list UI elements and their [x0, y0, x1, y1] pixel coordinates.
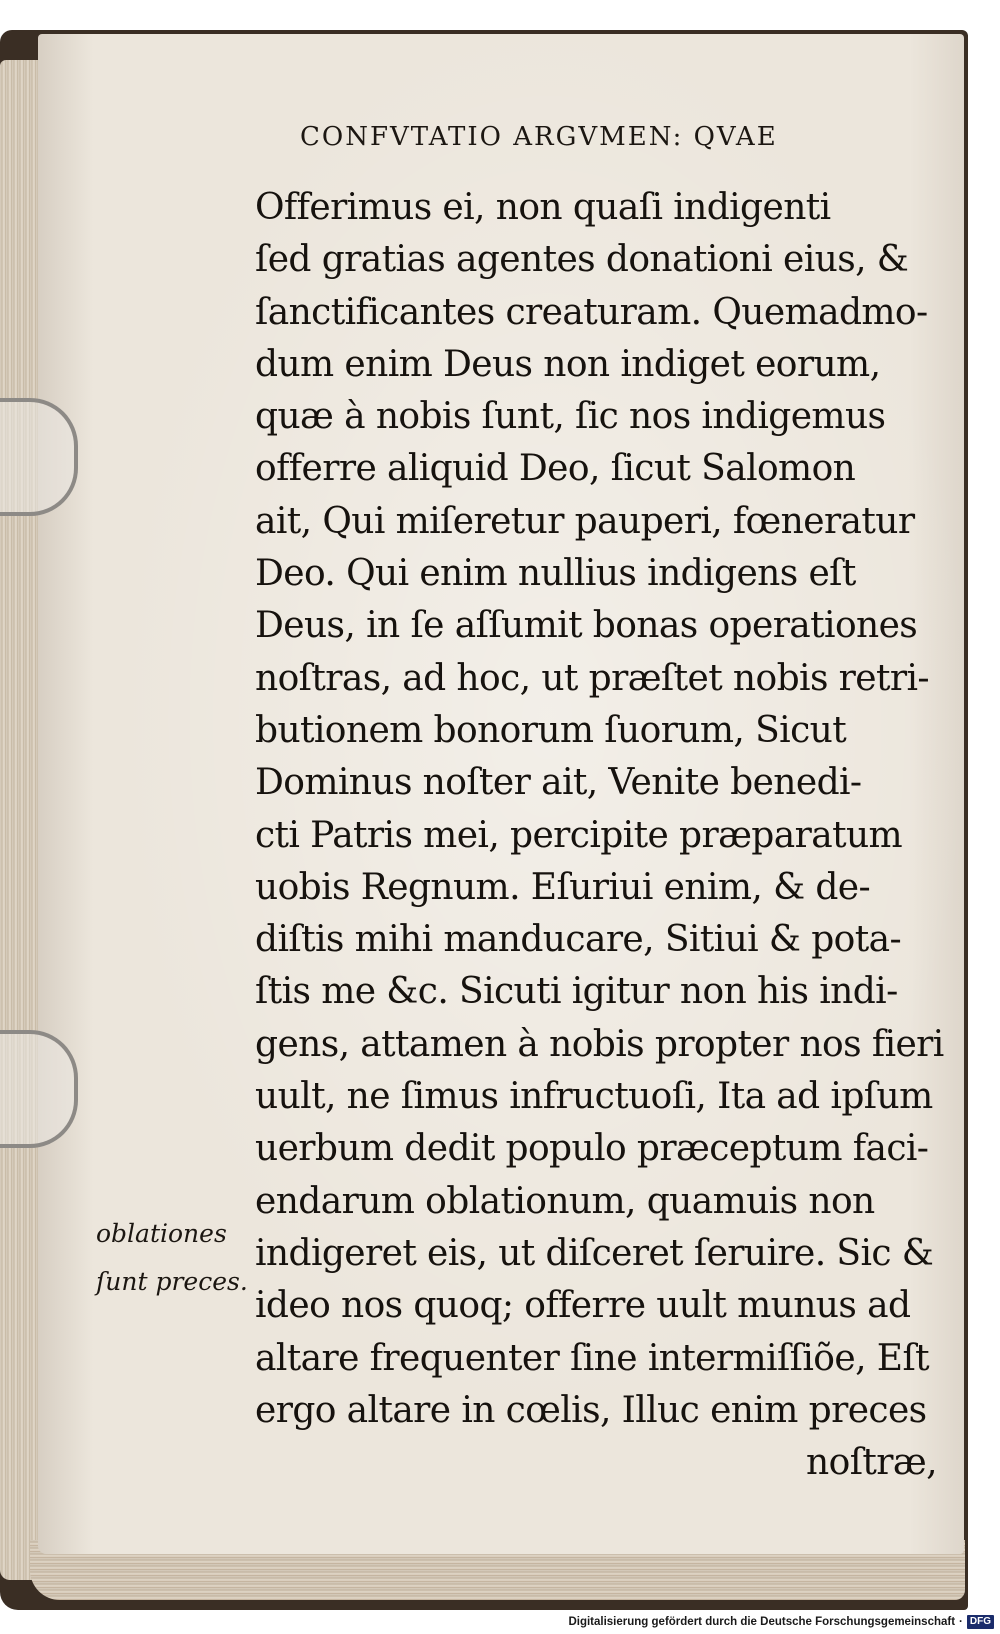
text-line: ideo nos quoq; offerre uult munus ad [255, 1285, 911, 1327]
text-line: Deo. Qui enim nullius indigens eſt [255, 553, 856, 595]
text-line: indigeret eis, ut diſceret ſeruire. Sic & [255, 1232, 934, 1274]
text-line: uult, ne ſimus infructuoſi, Ita ad ipſum [255, 1076, 933, 1118]
text-line: noſtras, ad hoc, ut præſtet nobis retri- [255, 657, 929, 699]
footer-separator: · [959, 1616, 963, 1628]
marginal-note [96, 1210, 256, 1306]
text-line: offerre aliquid Deo, ſicut Salomon [255, 448, 856, 490]
text-line: ergo altare in cœlis, Illuc enim preces [255, 1389, 927, 1431]
text-line: endarum oblationum, quamuis non [255, 1180, 875, 1222]
text-line: ſanctificantes creaturam. Quemadmo- [255, 291, 928, 333]
text-line: ſed gratias agentes donationi eius, & [255, 239, 909, 281]
running-head: CONFVTATIO ARGVMEN: QVAE [300, 122, 778, 152]
text-line: altare frequenter ſine intermiſſiõe, Eſt [255, 1337, 930, 1379]
text-line: ait, Qui miſeretur pauperi, fœneratur [255, 500, 915, 542]
text-line: uerbum dedit populo præceptum faci- [255, 1128, 929, 1170]
marginal-note-line: oblationes [96, 1219, 227, 1248]
catchword: noſtræ, [806, 1442, 937, 1484]
text-line: ſtis me &c. Sicuti igitur non his indi- [255, 971, 898, 1013]
text-line: Deus, in ſe aſſumit bonas operationes [255, 605, 918, 647]
page-clip-upper [0, 398, 78, 516]
text-line: cti Patris mei, percipite præparatum [255, 814, 903, 856]
footer [568, 1610, 1000, 1634]
text-line: uobis Regnum. Eſuriui enim, & de- [255, 866, 871, 908]
text-line: dum enim Deus non indiget eorum, [255, 343, 881, 385]
page-clip-lower [0, 1030, 78, 1148]
text-line: gens, attamen à nobis propter nos fieri [255, 1023, 944, 1065]
text-line: Offerimus ei, non quaſi indigenti [255, 187, 831, 228]
footer-credit: Digitalisierung gefördert durch die Deutsche Forschungsgemeinschaft [568, 1616, 956, 1628]
text-line: Dominus noſter ait, Venite benedi- [255, 762, 862, 804]
text-line: quæ à nobis ſunt, ſic nos indigemus [255, 396, 886, 438]
marginal-note-line: ſunt preces. [96, 1267, 248, 1296]
text-line: diſtis mihi manducare, Sitiui & pota- [255, 919, 902, 961]
body-text [255, 182, 955, 1489]
text-line: butionem bonorum ſuorum, Sicut [255, 709, 847, 751]
dfg-logo-icon: DFG [967, 1615, 994, 1629]
